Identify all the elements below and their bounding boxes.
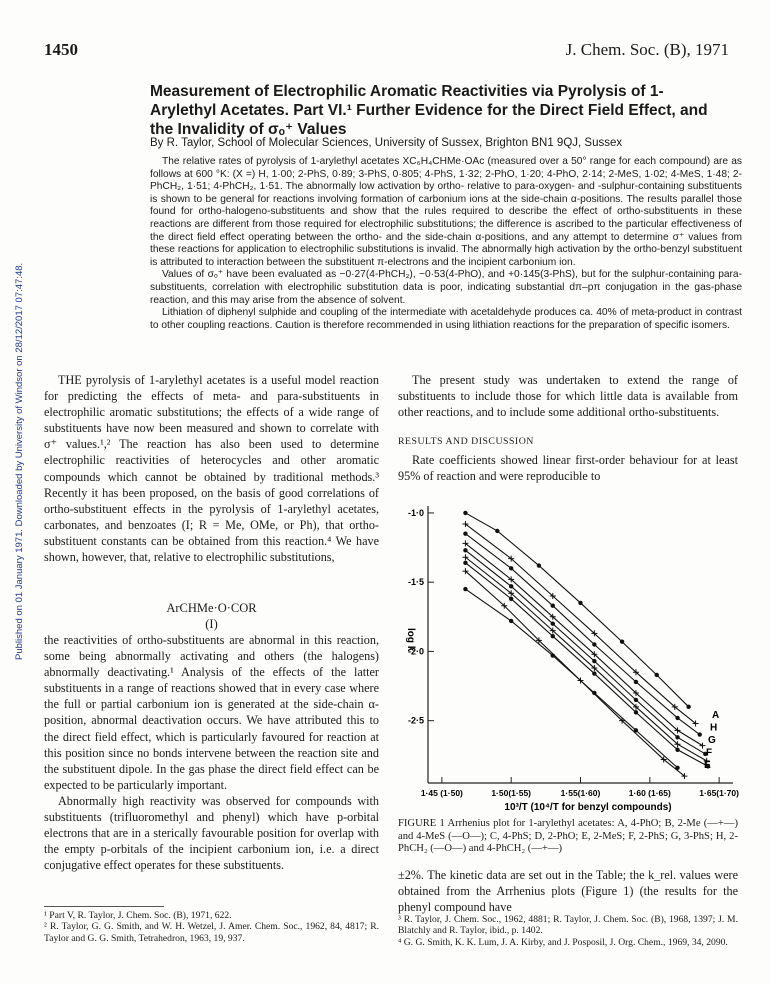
x-tick-label: 1·45 (1·50) — [420, 788, 463, 798]
data-point — [675, 716, 679, 720]
right-column-continued — [398, 867, 738, 915]
formula-block — [44, 600, 379, 632]
series-line — [465, 563, 708, 767]
section-heading: RESULTS AND DISCUSSION — [398, 436, 534, 448]
data-point — [509, 584, 513, 588]
data-point — [551, 622, 555, 626]
data-point — [592, 642, 596, 646]
x-tick-label: 1·55(1·60) — [560, 788, 601, 798]
data-point — [675, 766, 679, 770]
data-point — [592, 691, 596, 695]
x-tick-label: 1·50(1·55) — [491, 788, 532, 798]
data-point — [463, 561, 467, 565]
data-point — [675, 735, 679, 739]
line-label: G — [708, 734, 716, 746]
article-title: Measurement of Electrophilic Aromatic Reactivities via Pyrolysis of 1-Arylethyl Acetates. Part VI.¹ Further Evidence for the Direct Field Effect, and the Invalidity of σₒ⁺ Values — [150, 83, 708, 138]
footnote: ¹ Part V, R. Taylor, J. Chem. Soc. (B), 1971, 622. — [44, 910, 232, 921]
data-point — [592, 659, 596, 663]
page-number: 1450 — [44, 40, 78, 59]
footnote: ⁴ G. G. Smith, K. K. Lum, J. A. Kirby, and J. Posposil, J. Org. Chem., 1969, 34, 2090. — [398, 936, 728, 948]
y-tick-label: -2·0 — [407, 646, 424, 657]
plot-lines — [462, 511, 713, 779]
x-tick-label: 1·65(1·70) — [699, 788, 739, 798]
body-paragraph: Abnormally high reactivity was observed for compounds with substituents (trifluoromethyl and phenyl) which have p-orbital electrons that are in a sterically favourable position for overlap with the empty p-orbitals of the incipient carbonium ion, i.e. a direct conjugative effect operates for these substituents. — [44, 793, 379, 873]
line-label: E — [704, 759, 711, 771]
data-point — [634, 710, 638, 714]
plot-labels — [704, 710, 719, 771]
footnote-rule — [44, 906, 164, 907]
data-point — [509, 597, 513, 601]
formula: ArCHMe·O·COR — [166, 601, 257, 615]
series-line — [465, 571, 684, 776]
body-paragraph: the reactivities of ortho-substituents are abnormal in this reaction, some being abnormally activating and others (the halogens) abnormally deactivating.¹ Analysis of the effects of the latter substituents in a range of reactions showed that in every case where the full or partial carbonium ion is generated at the side-chain α-position, abnormal deactivation occurs. We have attributed this to the direct field effect, which is particularly favoured for reaction at this position since no bonds intervene between the reaction site and the substituent dipole. In the gas phase the direct field effect can be expected to be particularly important. — [44, 633, 379, 792]
abstract-paragraph: Lithiation of diphenyl sulphide and coupling of the intermediate with acetaldehyde produces ca. 40% of meta-product in contrast to other coupling reactions. Caution is therefore recommended in using lithiation reactions for the preparation of specific isomers. — [150, 307, 742, 331]
footnote: ² R. Taylor, G. G. Smith, and W. H. Wetzel, J. Amer. Chem. Soc., 1962, 84, 4817; R. Taylor and G. G. Smith, Tetrahedron, 1963, 19, 937. — [44, 921, 379, 944]
body-paragraph: Rate coefficients showed linear first-order behaviour for at least 95% of reaction and were reproducible to — [398, 453, 738, 484]
abstract — [150, 156, 742, 332]
abstract-paragraph: Values of σₒ⁺ have been evaluated as −0·27(4-PhCH₂), −0·53(4-PhO), and +0·145(3-PhS), but for the sulphur-containing para-substituents, correlation with electrophilic substitution data is poor, indicating substantial dπ–pπ conjugation in the gas-phase reaction, and this may arise from the absence of solvent. — [150, 269, 742, 306]
body-paragraph: The present study was undertaken to extend the range of substituents to include those for which little data is available from other reactions, and to include some additional ortho-substituents. — [398, 373, 738, 420]
abstract-paragraph: The relative rates of pyrolysis of 1-arylethyl acetates XC₆H₄CHMe·OAc (measured over a 50° range for each compound) are as follows at 600 °K: (X =) H, 1·00; 2-PhS, 0·89; 3-PhS, 0·805; 4-PhS, 1·32; 2-PhO, 1·20; 4-PhO, 2·14; 2-MeS, 1·02; 4-MeS, 1·48; 2-PhCH₂, 1·51; 4-PhCH₂, 1·51. The abnormally low activation by ortho- relative to para-oxygen- and -sulphur-containing substituents is shown to be general for reactions involving formation of carbonium ions at the side-chain α-positions. The results parallel those found for ortho-halogeno-substituents and show that the rules required to describe the effect of ortho-substituents in these reactions are different from those required for electrophilic substitutions; the difference is ascribed to the particular effectiveness of the direct field effect operating between the ortho- and the side-chain α-positions, and any attempt to determine σ⁺ values from these reactions for application to electrophilic substitutions is invalid. The abnormally high activation by the ortho-benzyl substituent is attributed to interaction between the substituent π-electrons and the incipient carbonium ion. — [150, 156, 742, 268]
footnotes-right — [398, 914, 738, 948]
footnote: ³ R. Taylor, J. Chem. Soc., 1962, 4881; R. Taylor, J. Chem. Soc. (B), 1968, 1397; J. M. Blatchly and R. Taylor, ibid., p. 1402. — [398, 914, 738, 937]
data-point — [551, 634, 555, 638]
data-point — [675, 748, 679, 752]
y-axis-label: log k — [405, 628, 416, 652]
data-point — [509, 566, 513, 570]
y-tick-label: -1·0 — [407, 507, 424, 518]
y-tick-label: -1·5 — [407, 577, 424, 588]
data-point — [686, 705, 690, 709]
series-line — [465, 534, 699, 735]
x-tick-label: 1·60 (1·65) — [628, 788, 671, 798]
x-axis-label: 10³/T (10⁴/T for benzyl compounds) — [504, 802, 672, 813]
data-point — [463, 548, 467, 552]
left-column — [44, 372, 379, 565]
figure-caption: FIGURE 1 Arrhenius plot for 1-arylethyl acetates: A, 4-PhO; B, 2-Me (—+—) and 4-MeS (—O—); C, 4-PhS; D, 2-PhO; E, 2-MeS; F, 2-PhS; G, 3-PhS; H, 2-PhCH₂ (—O—) and 4-PhCH₂ (—+—) — [398, 818, 738, 855]
data-point — [537, 563, 541, 567]
data-point — [700, 743, 706, 749]
data-point — [551, 604, 555, 608]
left-column-continued — [44, 632, 379, 873]
series-line — [465, 543, 702, 745]
data-point — [634, 698, 638, 702]
data-point — [551, 653, 555, 657]
byline: By R. Taylor, School of Molecular Sciences, University of Sussex, Brighton BN1 9QJ, Sussex — [150, 137, 623, 149]
right-column — [398, 372, 738, 485]
data-point — [578, 601, 582, 605]
data-point — [509, 619, 513, 623]
body-paragraph: ±2%. The kinetic data are set out in the Table; the k_rel. values were obtained from the Arrhenius plots (Figure 1) (the results for the phenyl compound have — [398, 868, 738, 914]
y-tick-label: -2·5 — [407, 715, 424, 726]
download-note: Published on 01 January 1971. Downloaded by University of Windsor on 28/12/2017 07:47:48. — [14, 262, 25, 660]
footnotes-left — [44, 906, 379, 944]
data-point — [592, 671, 596, 675]
data-point — [463, 511, 467, 515]
data-point — [655, 673, 659, 677]
data-point — [495, 529, 499, 533]
series-line — [465, 524, 695, 723]
series-line — [465, 589, 677, 768]
data-point — [463, 532, 467, 536]
journal-name: J. Chem. Soc. (B), 1971 — [565, 40, 729, 59]
body-paragraph: THE pyrolysis of 1-arylethyl acetates is a useful model reaction for predicting the effects of meta- and para-substituents in electrophilic aromatic substitutions; the effects of a wide range of substituents have now been measured and shown to correlate with σ⁺ values.¹,² The reaction has also been used to determine electrophilic reactivities of heterocycles and other aromatic compounds which cannot be obtained by traditional methods.³ Recently it has been proposed, on the basis of good correlations of ortho-substituent effects in the pyrolysis of 1-arylethyl acetates, carbonates, and benzoates (I; R = Me, OMe, or Ph), that ortho-substituent constants can be obtained from this reaction.⁴ We have shown, however, that, relative to electrophilic substitutions, — [44, 373, 379, 565]
data-point — [698, 732, 702, 736]
line-label: A — [712, 709, 720, 721]
data-point — [634, 728, 638, 732]
line-label: H — [710, 722, 718, 734]
arrhenius-plot — [398, 498, 743, 816]
data-point — [463, 587, 467, 591]
formula-label: (I) — [205, 617, 218, 631]
plot-axes — [408, 506, 739, 798]
line-label: F — [706, 747, 713, 759]
data-point — [620, 640, 624, 644]
data-point — [634, 680, 638, 684]
